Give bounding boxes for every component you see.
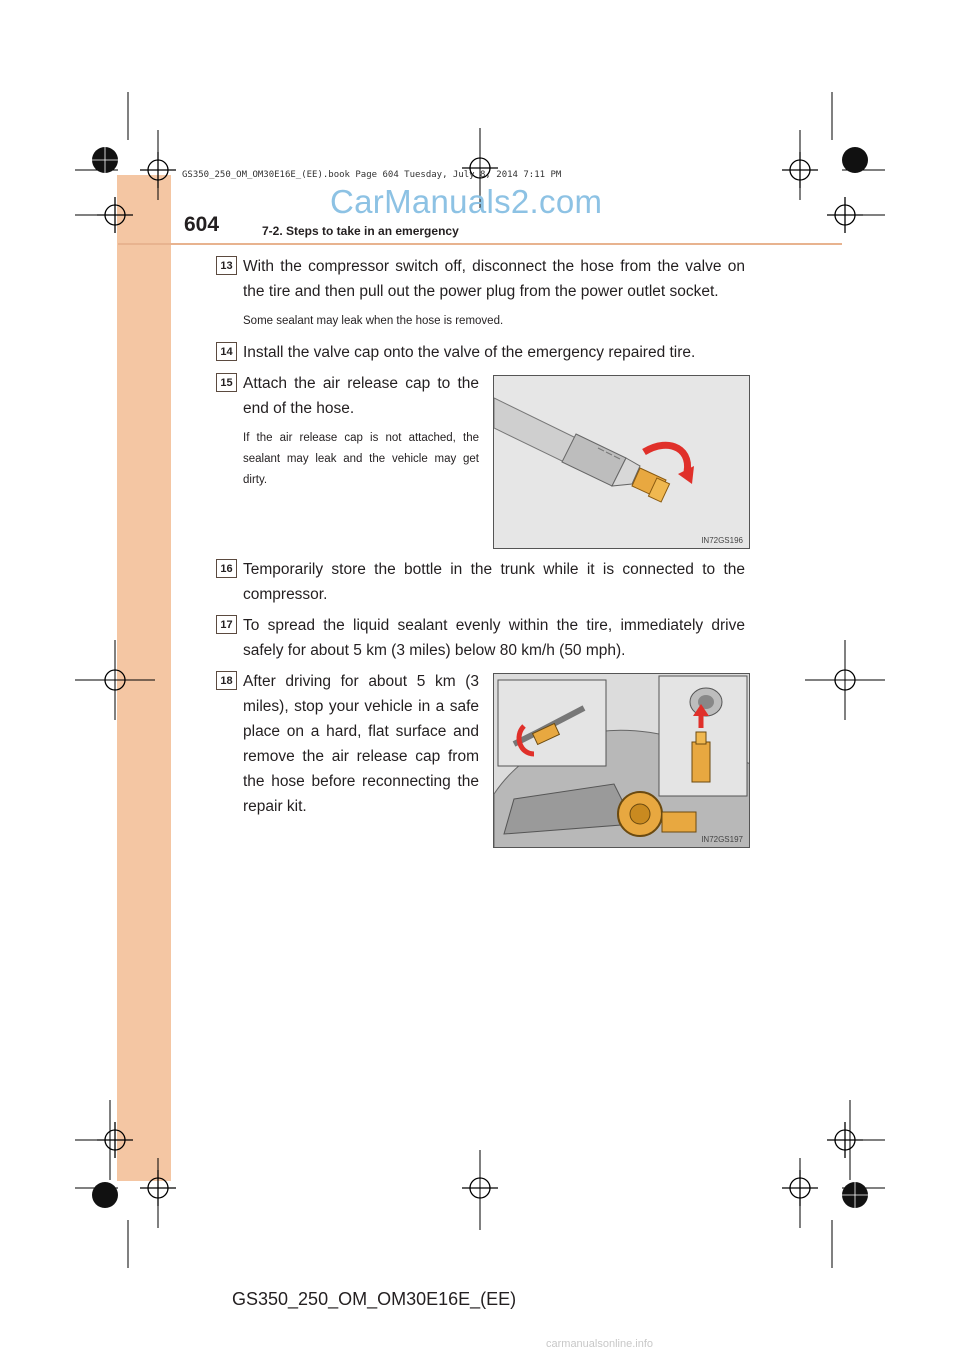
step-number-badge: 18: [216, 671, 237, 690]
step-number-badge: 15: [216, 373, 237, 392]
model-code-footer: GS350_250_OM_OM30E16E_(EE): [232, 1289, 517, 1309]
section-title: 7-2. Steps to take in an emergency: [262, 224, 459, 238]
step-number-badge: 14: [216, 342, 237, 361]
page-number: 604: [184, 213, 220, 236]
step-text: After driving for about 5 km (3 miles), stop your vehicle in a safe place on a hard, flat surface and remove the air release cap from the hose before reconnecting the repair kit.: [243, 673, 479, 815]
step-note: If the air release cap is not attached, the sealant may leak and the vehicle may get dirty.: [243, 432, 479, 486]
header-divider: [118, 243, 842, 245]
figure-code: IN72GS196: [701, 536, 743, 545]
step-number-badge: 16: [216, 559, 237, 578]
step-text: Install the valve cap onto the valve of the emergency repaired tire.: [243, 344, 696, 361]
site-watermark: carmanualsonline.info: [546, 1338, 654, 1350]
chapter-sidebar-tab: [117, 175, 171, 1181]
step-text: Attach the air release cap to the end of the hose.: [243, 375, 479, 417]
watermark-text: CarManuals2.com: [330, 183, 603, 220]
car-repair-kit-drawing: [494, 674, 750, 848]
hose-cap-drawing: [494, 376, 750, 549]
book-file-stamp: GS350_250_OM_OM30E16E_(EE).book Page 604 Tuesday, July 8, 2014 7:11 PM: [182, 170, 562, 180]
step-text: To spread the liquid sealant evenly within the tire, immediately drive safely for about 5 km (3 miles) below 80 km/h (50 mph).: [243, 617, 745, 659]
step-text: With the compressor switch off, disconnect the hose from the valve on the tire and then pull out the power plug from the power outlet socket.: [243, 258, 745, 300]
figure-code: IN72GS197: [701, 835, 743, 844]
hose-air-release-cap-illustration: [493, 375, 750, 549]
step-note: Some sealant may leak when the hose is removed.: [243, 315, 504, 327]
step-number-badge: 13: [216, 256, 237, 275]
step-number-badge: 17: [216, 615, 237, 634]
step-text: Temporarily store the bottle in the trunk while it is connected to the compressor.: [243, 561, 745, 603]
repair-kit-reconnect-illustration: [493, 673, 750, 848]
